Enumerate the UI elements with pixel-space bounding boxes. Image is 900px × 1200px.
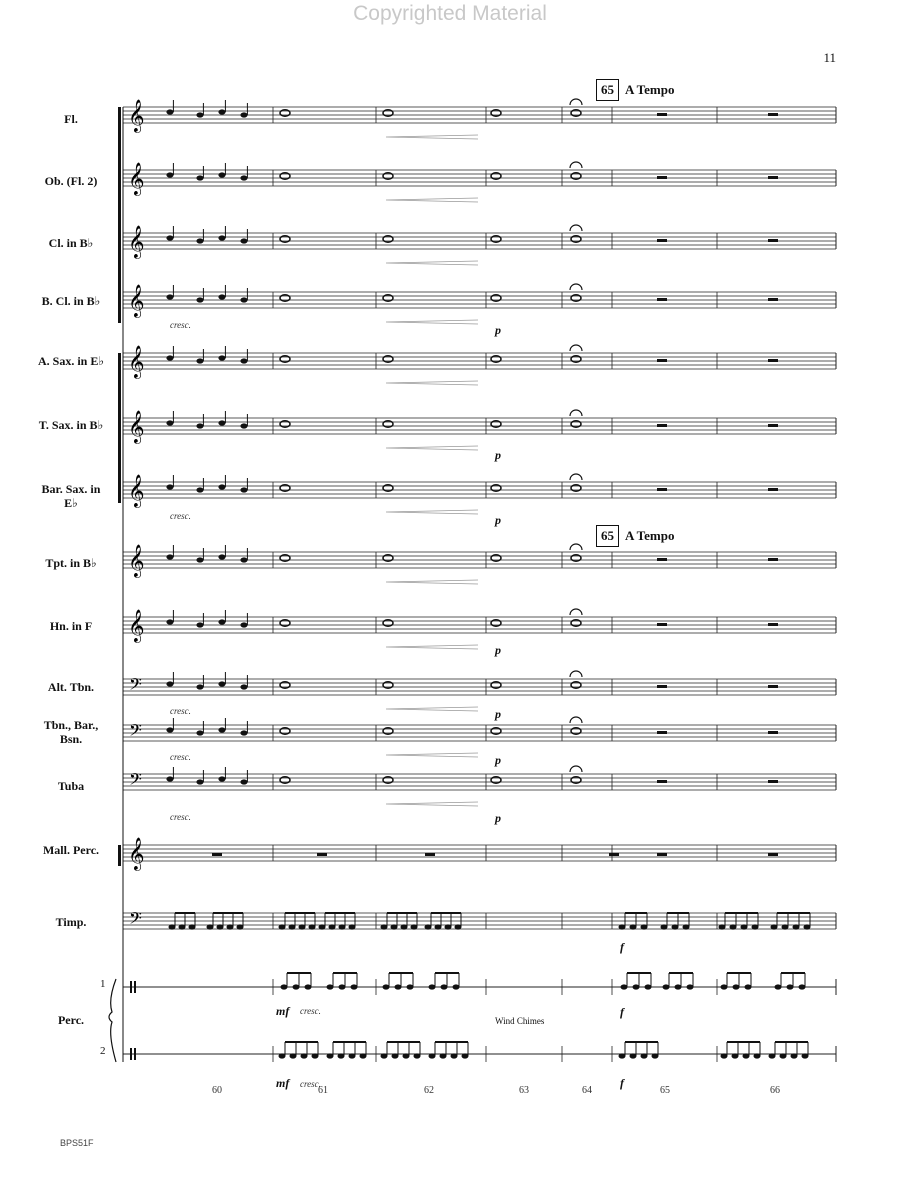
page-number: 11 bbox=[823, 50, 836, 65]
eighth-note bbox=[804, 924, 811, 929]
eighth-note bbox=[441, 984, 448, 989]
dynamic-forte: f bbox=[620, 1005, 624, 1019]
eighth-note bbox=[445, 924, 452, 929]
quarter-note bbox=[240, 684, 247, 689]
whole-rest bbox=[657, 685, 667, 688]
treble-clef: 𝄞 bbox=[128, 544, 145, 577]
measure-number: 64 bbox=[582, 1085, 592, 1096]
dynamic-piano: p bbox=[495, 811, 501, 825]
fermata bbox=[570, 345, 582, 351]
quarter-note bbox=[166, 172, 173, 177]
cresc-marking: cresc. bbox=[170, 320, 191, 330]
eighth-note bbox=[721, 1053, 728, 1058]
eighth-note bbox=[641, 1053, 648, 1058]
quarter-note bbox=[240, 112, 247, 117]
eighth-note bbox=[754, 1053, 761, 1058]
quarter-note bbox=[240, 358, 247, 363]
eighth-note bbox=[407, 984, 414, 989]
eighth-note bbox=[391, 924, 398, 929]
eighth-note bbox=[237, 924, 244, 929]
dynamic-piano: p bbox=[495, 513, 501, 527]
quarter-note bbox=[218, 420, 225, 425]
quarter-note bbox=[218, 727, 225, 732]
eighth-note bbox=[207, 924, 214, 929]
quarter-note bbox=[218, 109, 225, 114]
cresc-marking: cresc. bbox=[300, 1006, 321, 1016]
eighth-note bbox=[733, 984, 740, 989]
eighth-note bbox=[338, 1053, 345, 1058]
hairpin bbox=[386, 320, 478, 324]
perc-part-1-label: 1 bbox=[100, 978, 106, 990]
eighth-note bbox=[455, 924, 462, 929]
measure-number: 66 bbox=[770, 1085, 780, 1096]
eighth-note bbox=[351, 984, 358, 989]
eighth-note bbox=[462, 1053, 469, 1058]
quarter-note bbox=[196, 779, 203, 784]
whole-rest bbox=[768, 113, 778, 116]
eighth-note bbox=[395, 984, 402, 989]
eighth-note bbox=[775, 984, 782, 989]
eighth-note bbox=[435, 924, 442, 929]
whole-rest bbox=[657, 780, 667, 783]
eighth-note bbox=[329, 924, 336, 929]
quarter-note bbox=[240, 622, 247, 627]
treble-clef: 𝄞 bbox=[128, 837, 145, 870]
eighth-note bbox=[425, 924, 432, 929]
treble-clef: 𝄞 bbox=[128, 609, 145, 642]
eighth-note bbox=[309, 924, 316, 929]
footer-code: BPS51F bbox=[60, 1138, 94, 1148]
eighth-note bbox=[687, 984, 694, 989]
hairpin bbox=[386, 580, 478, 584]
eighth-note bbox=[401, 924, 408, 929]
whole-rest bbox=[657, 359, 667, 362]
quarter-note bbox=[240, 297, 247, 302]
quarter-note bbox=[196, 557, 203, 562]
label-tenor-sax: T. Sax. in B♭ bbox=[38, 418, 104, 432]
quarter-note bbox=[218, 172, 225, 177]
eighth-note bbox=[633, 984, 640, 989]
rehearsal-number: 65 bbox=[596, 79, 619, 101]
whole-rest bbox=[768, 298, 778, 301]
measure-number: 63 bbox=[519, 1085, 529, 1096]
hairpin bbox=[386, 802, 478, 806]
whole-rest bbox=[657, 176, 667, 179]
measure-number: 60 bbox=[212, 1085, 222, 1096]
whole-rest bbox=[768, 488, 778, 491]
hairpin bbox=[386, 753, 478, 757]
quarter-note bbox=[218, 554, 225, 559]
treble-clef: 𝄞 bbox=[128, 225, 145, 258]
whole-rest bbox=[768, 853, 778, 856]
dynamic-forte: f bbox=[620, 940, 624, 954]
quarter-note bbox=[240, 557, 247, 562]
fermata bbox=[570, 99, 582, 105]
eighth-note bbox=[279, 1053, 286, 1058]
label-alto-sax: A. Sax. in E♭ bbox=[37, 354, 104, 368]
eighth-note bbox=[169, 924, 176, 929]
eighth-note bbox=[743, 1053, 750, 1058]
eighth-note bbox=[349, 1053, 356, 1058]
neutral-clef bbox=[130, 981, 132, 993]
quarter-note bbox=[166, 484, 173, 489]
hairpin bbox=[386, 135, 478, 139]
bass-clef: 𝄢 bbox=[129, 720, 142, 744]
eighth-note bbox=[791, 1053, 798, 1058]
quarter-note bbox=[166, 355, 173, 360]
bass-clef: 𝄢 bbox=[129, 908, 142, 932]
eighth-note bbox=[440, 1053, 447, 1058]
fermata bbox=[570, 544, 582, 550]
tempo-marking: A Tempo bbox=[625, 82, 675, 97]
quarter-note bbox=[196, 175, 203, 180]
whole-rest bbox=[657, 623, 667, 626]
quarter-note bbox=[196, 730, 203, 735]
quarter-note bbox=[240, 423, 247, 428]
eighth-note bbox=[179, 924, 186, 929]
eighth-note bbox=[672, 924, 679, 929]
eighth-note bbox=[641, 924, 648, 929]
eighth-note bbox=[721, 984, 728, 989]
hairpin bbox=[386, 446, 478, 450]
label-bass-clarinet: B. Cl. in B♭ bbox=[41, 294, 101, 308]
label-alto-trombone: Alt. Tbn. bbox=[47, 680, 95, 694]
eighth-note bbox=[403, 1053, 410, 1058]
whole-rest bbox=[609, 853, 619, 856]
dynamic-mezzo-forte: mf bbox=[276, 1004, 290, 1018]
whole-rest bbox=[657, 239, 667, 242]
measure-number: 65 bbox=[660, 1085, 670, 1096]
label-flute: Fl. bbox=[64, 112, 78, 126]
label-bari-sax: Bar. Sax. in E♭ bbox=[41, 482, 101, 510]
fermata bbox=[570, 671, 582, 677]
quarter-note bbox=[166, 420, 173, 425]
treble-clef: 𝄞 bbox=[128, 345, 145, 378]
label-oboe: Ob. (Fl. 2) bbox=[44, 174, 98, 188]
label-trombone: Tbn., Bar., Bsn. bbox=[43, 718, 99, 746]
whole-rest bbox=[425, 853, 435, 856]
treble-clef: 𝄞 bbox=[128, 99, 145, 132]
whole-rest bbox=[657, 298, 667, 301]
cresc-marking: cresc. bbox=[170, 752, 191, 762]
eighth-note bbox=[312, 1053, 319, 1058]
tempo-marking: A Tempo bbox=[625, 528, 675, 543]
eighth-note bbox=[730, 924, 737, 929]
quarter-note bbox=[218, 294, 225, 299]
fermata bbox=[570, 225, 582, 231]
eighth-note bbox=[383, 984, 390, 989]
eighth-note bbox=[619, 1053, 626, 1058]
quarter-note bbox=[240, 730, 247, 735]
eighth-note bbox=[799, 984, 806, 989]
whole-rest bbox=[317, 853, 327, 856]
label-horn: Hn. in F bbox=[49, 619, 93, 633]
eighth-note bbox=[392, 1053, 399, 1058]
eighth-note bbox=[327, 984, 334, 989]
fermata bbox=[570, 717, 582, 723]
fermata bbox=[570, 474, 582, 480]
quarter-note bbox=[218, 355, 225, 360]
eighth-note bbox=[290, 1053, 297, 1058]
hairpin bbox=[386, 381, 478, 385]
dynamic-piano: p bbox=[495, 753, 501, 767]
treble-clef: 𝄞 bbox=[128, 410, 145, 443]
quarter-note bbox=[196, 238, 203, 243]
hairpin bbox=[386, 707, 478, 711]
quarter-note bbox=[166, 235, 173, 240]
quarter-note bbox=[166, 727, 173, 732]
dynamic-piano: p bbox=[495, 643, 501, 657]
fermata bbox=[570, 284, 582, 290]
eighth-note bbox=[630, 924, 637, 929]
fermata bbox=[570, 162, 582, 168]
quarter-note bbox=[218, 619, 225, 624]
quarter-note bbox=[166, 776, 173, 781]
quarter-note bbox=[196, 297, 203, 302]
cresc-marking: cresc. bbox=[170, 511, 191, 521]
fermata bbox=[570, 766, 582, 772]
label-timpani: Timp. bbox=[55, 915, 87, 929]
whole-rest bbox=[768, 359, 778, 362]
eighth-note bbox=[745, 984, 752, 989]
quarter-note bbox=[218, 776, 225, 781]
eighth-note bbox=[683, 924, 690, 929]
eighth-note bbox=[780, 1053, 787, 1058]
eighth-note bbox=[411, 924, 418, 929]
eighth-note bbox=[787, 984, 794, 989]
measure-number: 61 bbox=[318, 1085, 328, 1096]
perc-part-2-label: 2 bbox=[100, 1045, 106, 1057]
measure-number: 62 bbox=[424, 1085, 434, 1096]
dynamic-mezzo-forte: mf bbox=[276, 1076, 290, 1090]
whole-rest bbox=[768, 685, 778, 688]
whole-rest bbox=[768, 558, 778, 561]
eighth-note bbox=[429, 984, 436, 989]
quarter-note bbox=[218, 484, 225, 489]
eighth-note bbox=[663, 984, 670, 989]
bass-clef: 𝄢 bbox=[129, 769, 142, 793]
treble-clef: 𝄞 bbox=[128, 284, 145, 317]
whole-rest bbox=[657, 113, 667, 116]
eighth-note bbox=[451, 1053, 458, 1058]
cresc-marking: cresc. bbox=[300, 1079, 321, 1089]
whole-rest bbox=[657, 731, 667, 734]
eighth-note bbox=[741, 924, 748, 929]
eighth-note bbox=[732, 1053, 739, 1058]
fermata bbox=[570, 410, 582, 416]
eighth-note bbox=[319, 924, 326, 929]
quarter-note bbox=[196, 112, 203, 117]
neutral-clef bbox=[130, 1048, 132, 1060]
copyright-watermark: Copyrighted Material bbox=[353, 2, 547, 25]
eighth-note bbox=[339, 984, 346, 989]
eighth-note bbox=[301, 1053, 308, 1058]
eighth-note bbox=[281, 984, 288, 989]
eighth-note bbox=[189, 924, 196, 929]
eighth-note bbox=[675, 984, 682, 989]
quarter-note bbox=[166, 109, 173, 114]
whole-rest bbox=[768, 176, 778, 179]
cresc-marking: cresc. bbox=[170, 812, 191, 822]
eighth-note bbox=[719, 924, 726, 929]
whole-rest bbox=[768, 239, 778, 242]
eighth-note bbox=[339, 924, 346, 929]
eighth-note bbox=[360, 1053, 367, 1058]
quarter-note bbox=[196, 358, 203, 363]
eighth-note bbox=[299, 924, 306, 929]
eighth-note bbox=[630, 1053, 637, 1058]
eighth-note bbox=[752, 924, 759, 929]
hairpin bbox=[386, 645, 478, 649]
quarter-note bbox=[196, 487, 203, 492]
whole-rest bbox=[657, 853, 667, 856]
treble-clef: 𝄞 bbox=[128, 474, 145, 507]
eighth-note bbox=[349, 924, 356, 929]
fermata bbox=[570, 609, 582, 615]
eighth-note bbox=[769, 1053, 776, 1058]
eighth-note bbox=[652, 1053, 659, 1058]
whole-rest bbox=[768, 780, 778, 783]
eighth-note bbox=[305, 984, 312, 989]
rehearsal-number: 65 bbox=[596, 525, 619, 547]
quarter-note bbox=[166, 554, 173, 559]
eighth-note bbox=[661, 924, 668, 929]
quarter-note bbox=[196, 622, 203, 627]
whole-rest bbox=[657, 558, 667, 561]
eighth-note bbox=[293, 984, 300, 989]
whole-rest bbox=[768, 731, 778, 734]
eighth-note bbox=[327, 1053, 334, 1058]
eighth-note bbox=[645, 984, 652, 989]
whole-rest bbox=[212, 853, 222, 856]
eighth-note bbox=[771, 924, 778, 929]
dynamic-forte: f bbox=[620, 1076, 624, 1090]
eighth-note bbox=[381, 924, 388, 929]
quarter-note bbox=[240, 779, 247, 784]
label-trumpet: Tpt. in B♭ bbox=[45, 556, 97, 570]
whole-rest bbox=[657, 488, 667, 491]
eighth-note bbox=[227, 924, 234, 929]
bass-clef: 𝄢 bbox=[129, 674, 142, 698]
quarter-note bbox=[196, 423, 203, 428]
quarter-note bbox=[196, 684, 203, 689]
quarter-note bbox=[240, 238, 247, 243]
label-percussion: Perc. bbox=[57, 1013, 85, 1027]
quarter-note bbox=[218, 235, 225, 240]
label-mallet-perc: Mall. Perc. bbox=[42, 843, 100, 857]
eighth-note bbox=[429, 1053, 436, 1058]
dynamic-piano: p bbox=[495, 323, 501, 337]
wind-chimes-annotation: Wind Chimes bbox=[495, 1016, 545, 1026]
whole-rest bbox=[768, 424, 778, 427]
dynamic-piano: p bbox=[495, 707, 501, 721]
hairpin bbox=[386, 261, 478, 265]
eighth-note bbox=[217, 924, 224, 929]
dynamic-piano: p bbox=[495, 448, 501, 462]
quarter-note bbox=[166, 681, 173, 686]
group-bracket bbox=[118, 353, 121, 503]
hairpin bbox=[386, 198, 478, 202]
cresc-marking: cresc. bbox=[170, 706, 191, 716]
eighth-note bbox=[453, 984, 460, 989]
eighth-note bbox=[289, 924, 296, 929]
eighth-note bbox=[802, 1053, 809, 1058]
quarter-note bbox=[218, 681, 225, 686]
eighth-note bbox=[414, 1053, 421, 1058]
neutral-clef bbox=[134, 1048, 136, 1060]
whole-rest bbox=[768, 623, 778, 626]
quarter-note bbox=[240, 175, 247, 180]
neutral-clef bbox=[134, 981, 136, 993]
whole-rest bbox=[657, 424, 667, 427]
eighth-note bbox=[621, 984, 628, 989]
quarter-note bbox=[166, 619, 173, 624]
hairpin bbox=[386, 510, 478, 514]
label-clarinet: Cl. in B♭ bbox=[48, 236, 94, 250]
group-bracket bbox=[118, 107, 121, 323]
eighth-note bbox=[279, 924, 286, 929]
eighth-note bbox=[381, 1053, 388, 1058]
group-bracket bbox=[118, 845, 121, 866]
perc-brace bbox=[109, 979, 116, 1062]
treble-clef: 𝄞 bbox=[128, 162, 145, 195]
quarter-note bbox=[240, 487, 247, 492]
eighth-note bbox=[793, 924, 800, 929]
label-tuba: Tuba bbox=[57, 779, 85, 793]
eighth-note bbox=[782, 924, 789, 929]
eighth-note bbox=[619, 924, 626, 929]
quarter-note bbox=[166, 294, 173, 299]
